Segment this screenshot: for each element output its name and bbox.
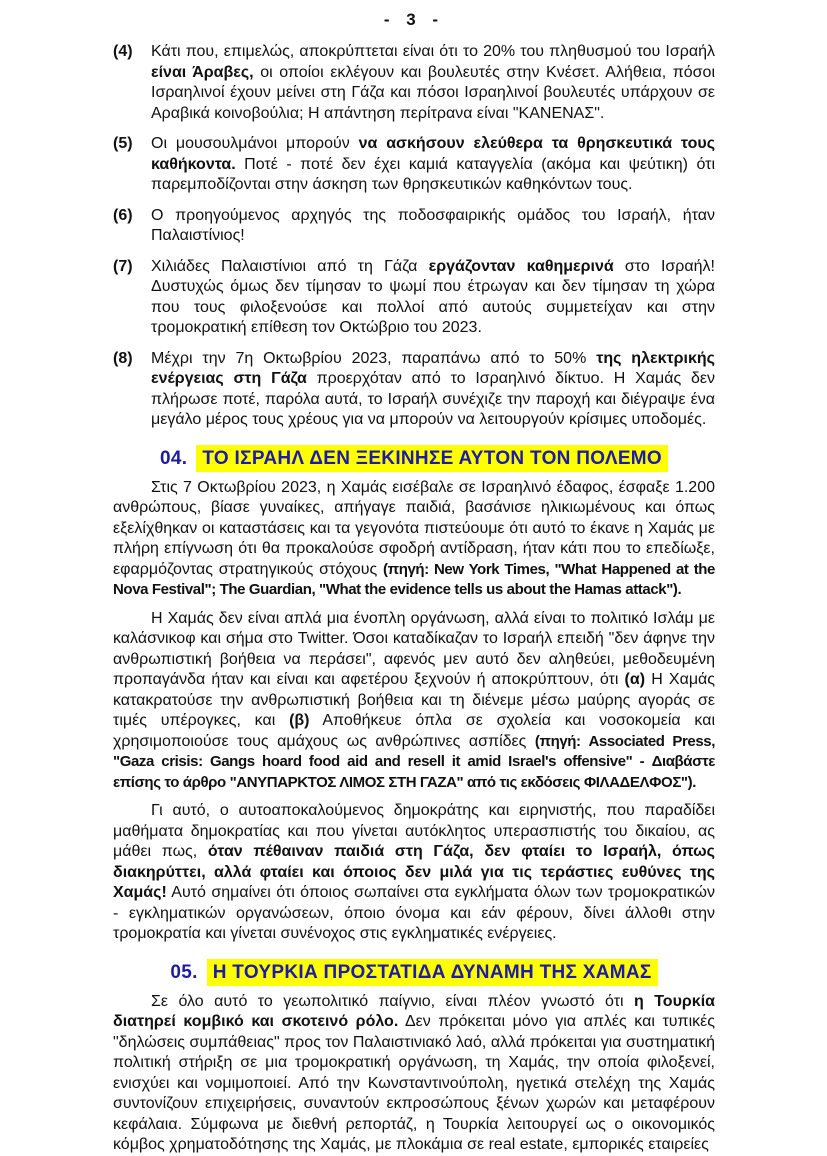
item-text: Μέχρι την 7η Οκτωβρίου 2023, παραπάνω από το 50% της ηλεκτρικής ενέργειας στη Γάζα προερχόταν από το Ισραηλινό δίκτυο. Η Χαμάς δεν πλήρωσε ποτέ, παρόλα αυτά, το Ισραήλ συνέχιζε την παροχή και διέγραψε ένα μεγάλο μέρος τους χρέους για να μπορούν να λειτουργούν κρίσιμες υποδομές.: [151, 349, 716, 428]
section-title-highlight: ΤΟ ΙΣΡΑΗΛ ΔΕΝ ΞΕΚΙΝΗΣΕ ΑΥΤΟΝ ΤΟΝ ΠΟΛΕΜΟ: [196, 445, 668, 472]
list-item-5: [113, 134, 715, 196]
item-text: Χιλιάδες Παλαιστίνιοι από τη Γάζα εργάζονταν καθημερινά στο Ισραήλ! Δυστυχώς όμως δεν τίμησαν το ψωμί που έτρωγαν και δεν τίμησαν τη χώρα που τους φιλοξενούσε και πολλοί από αυτούς συμμετείχαν και στην τρομοκρατική επίθεση τον Οκτώβριο του 2023.: [151, 257, 715, 336]
page-number: - 3 -: [383, 10, 445, 29]
item-text: Οι μουσουλμάνοι μπορούν να ασκήσουν ελεύθερα τα θρησκευτικά τους καθήκοντα. Ποτέ - ποτέ δεν έχει καμιά καταγγελία (ακόμα και ψεύτικη) ότι παρεμποδίζονται στην άσκηση των θρησκευτικών καθηκόντων τους.: [151, 135, 716, 193]
item-text: Ο προηγούμενος αρχηγός της ποδοσφαιρικής ομάδος του Ισραήλ, ήταν Παλαιστίνιος!: [151, 206, 715, 244]
list-item-7: [113, 257, 715, 339]
section-title-highlight: Η ΤΟΥΡΚΙΑ ΠΡΟΣΤΑΤΙΔΑ ΔΥΝΑΜΗ ΤΗΣ ΧΑΜΑΣ: [207, 959, 658, 986]
section-heading-05: [113, 962, 715, 984]
item-number: (7): [113, 257, 133, 275]
item-number: (4): [113, 43, 133, 60]
paragraph: Η Χαμάς δεν είναι απλά μια ένοπλη οργάνωση, αλλά είναι το πολιτικό Ισλάμ με καλάσνικοφ και σήμα στο Twitter. Όσοι καταδίκαζαν το Ισραήλ επειδή "δεν άφηνε την ανθρωπιστική βοήθεια να περάσει", αφενός μεν αυτό δεν αληθεύει, μεθοδευμένη προπαγάνδα ήταν και είναι και αφετέρου ξεχνούν ή αποκρύπτουν, ότι (α) Η Χαμάς κατακρατούσε την ανθρωπιστική βοήθεια και τη διένεμε μέσω μαύρης αγοράς σε τιμές υπέρογκες, και (β) Αποθήκευε όπλα σε σχολεία και νοσοκομεία και χρησιμοποιούσε τους αμάχους ως ανθρώπινες ασπίδες (πηγή: Associated Press, "Gaza crisis: Gangs hoard food aid and resell it amid Israel's offensive" - Διαβάστε επίσης το άρθρο "ΑΝΥΠΑΡΚΤΟΣ ΛΙΜΟΣ ΣΤΗ ΓΑΖΑ" από τις εκδόσεις ΦΙΛΑΔΕΛΦΟΣ").: [113, 609, 716, 791]
list-item-4: [113, 42, 715, 124]
item-text: Κάτι που, επιμελώς, αποκρύπτεται είναι ότι το 20% του πληθυσμού του Ισραήλ είναι Άραβες, οι οποίοι εκλέγουν και βουλευτές στην Κνέσετ. Αλήθεια, πόσοι Ισραηλινοί έχουν μείνει στη Γάζα και πόσοι Ισραηλινοί βουλευτές υπάρχουν σε Αραβικά κοινοβούλια; Η απάντηση περίτρανα είναι "ΚΑΝΕΝΑΣ".: [151, 43, 715, 122]
section-number: 04.: [160, 447, 188, 469]
list-item-6: [113, 206, 715, 247]
section-number: 05.: [170, 961, 198, 983]
list-item-8: [113, 349, 715, 431]
item-number: (5): [113, 135, 133, 152]
item-number: (6): [113, 206, 133, 224]
paragraph: Σε όλο αυτό το γεωπολιτικό παίγνιο, είναι πλέον γνωστό ότι η Τουρκία διατηρεί κομβικό και σκοτεινό ρόλο. Δεν πρόκειται μόνο για απλές και τυπικές "δηλώσεις συμπάθειας" προς τον Παλαιστινιακό λαό, αλλά πρόκειται για συστηματική πολιτική στήριξη σε μια τρομοκρατική οργάνωση, τη Χαμάς, την οποία φιλοξενεί, ενισχύει και νομιμοποιεί. Από την Κωνσταντινούπολη, ηγετικά στελέχη της Χαμάς συντονίζουν επιχειρήσεις, συναντούν εκπροσώπους ξένων χωρών και μεταφέρουν κεφάλαια. Σύμφωνα με διεθνή ρεπορτάζ, η Τουρκία λειτουργεί ως ο οικονομικός κόμβος χρηματοδότησης της Χαμάς, με πλοκάμια σε real estate, εμπορικές εταιρείες: [113, 992, 715, 1153]
paragraph: Γι αυτό, ο αυτοαποκαλούμενος δημοκράτης και ειρηνιστής, που παραδίδει μαθήματα δημοκρατίας και που γίνεται αυτόκλητος υπερασπιστής του δικαίου, ας μάθει πως, όταν πέθαιναν παιδιά στη Γάζα, δεν φταίει το Ισραήλ, όπως διακηρύττει, αλλά φταίει και όποιος δεν μιλά για τις τεράστιες ευθύνες της Χαμάς! Αυτό σημαίνει ότι όποιος σωπαίνει στα εγκλήματα όλων των τρομοκρατικών - εγκληματικών οργανώσεων, όποιο όνομα και εάν φέρουν, δίνει άλλοθι στην τρομοκρατία και γίνεται συνένοχος στις εγκληματικές ενέργειες.: [113, 802, 716, 942]
paragraph: Στις 7 Οκτωβρίου 2023, η Χαμάς εισέβαλε σε Ισραηλινό έδαφος, έσφαξε 1.200 ανθρώπους, βίασε γυναίκες, απήγαγε παιδιά, βασάνισε ηλικιωμένους και όπως εξελίχθηκαν οι καταστάσεις και τα γεγονότα πιστεύουμε ότι αυτό το έκανε η Χαμάς με πλήρη επίγνωση ότι θα προκαλούσε σφοδρή αντίδραση, ήταν κάτι που το επεδίωξε, εφαρμόζοντας στρατηγικούς στόχους (πηγή: New York Times, "What Happened at the Nova Festival"; The Guardian, "What the evidence tells us about the Hamas attack").: [113, 478, 715, 598]
section-heading-04: [113, 448, 715, 470]
item-number: (8): [113, 349, 133, 367]
